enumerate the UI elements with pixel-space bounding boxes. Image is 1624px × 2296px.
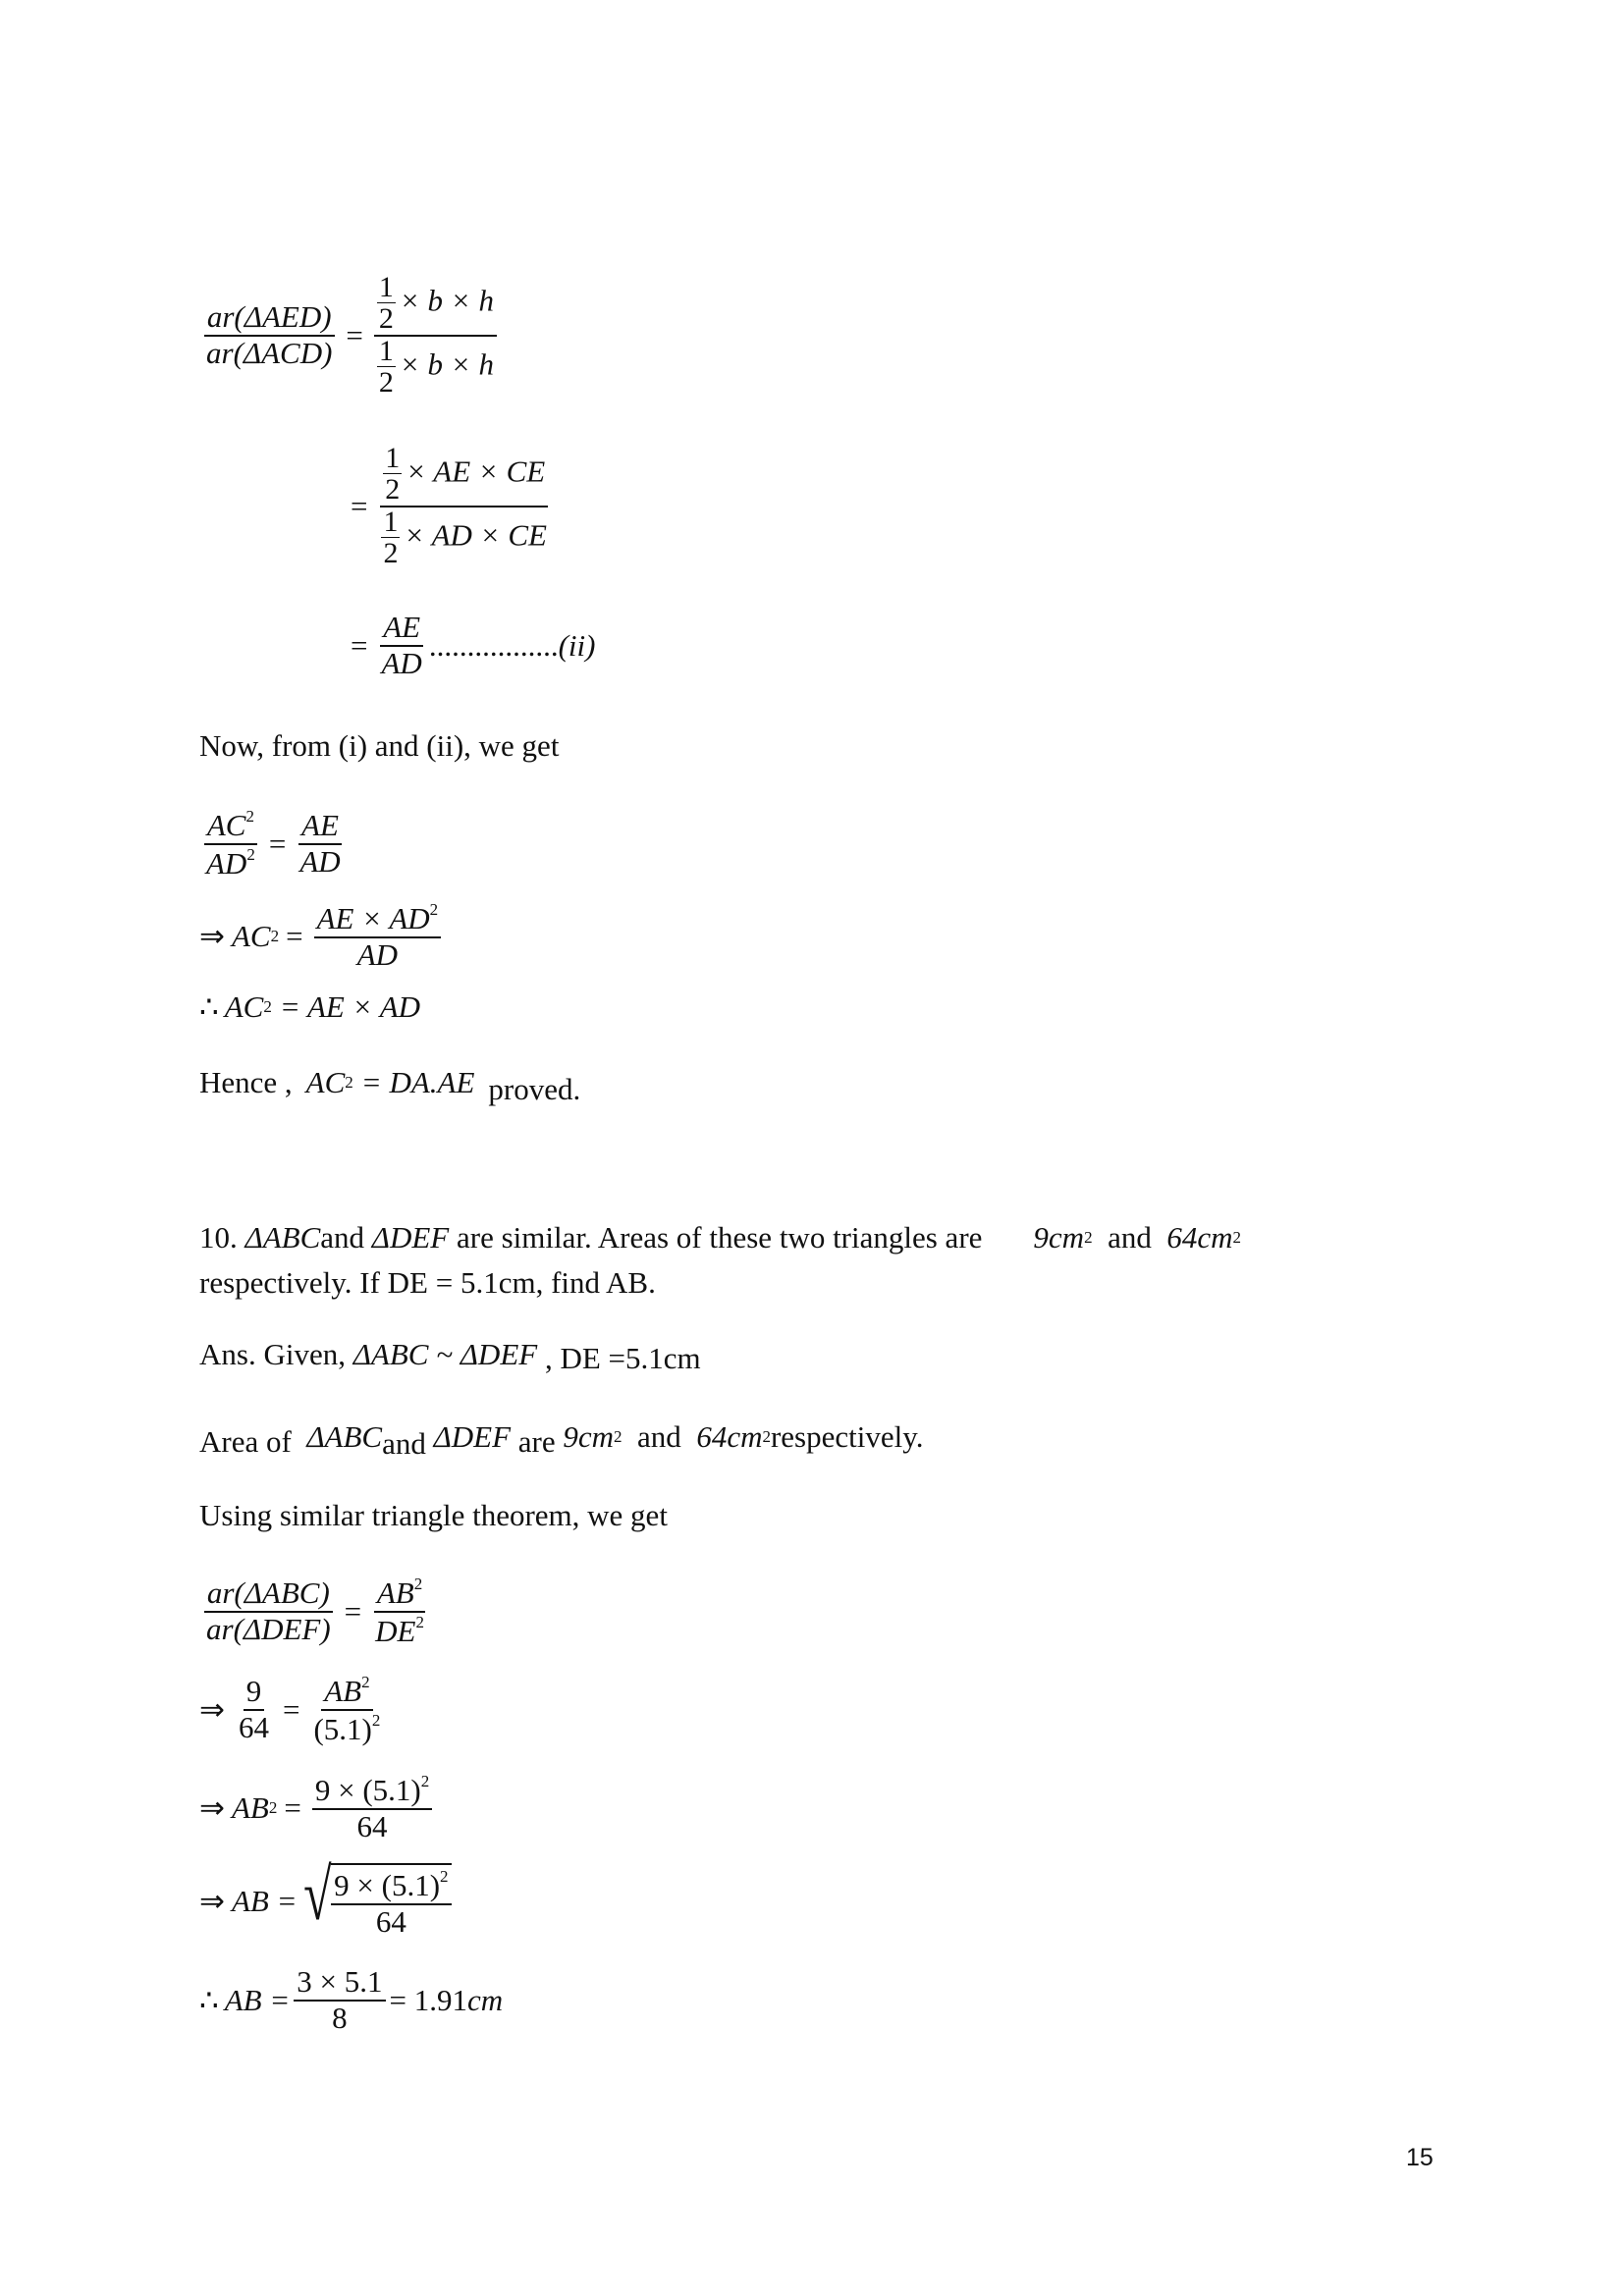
area-given: Area of ΔABC and ΔDEF are 9cm 2 and 64cm 2 respectively. xyxy=(199,1419,924,1461)
now-text: Now, from (i) and (ii), we get xyxy=(199,728,560,763)
equation-1: $\frac{AC^2}{AD^2}$ = $\frac{AE}{AD}$ xyxy=(199,807,348,881)
area-ratio-equation: $\frac{\text{ar(ΔAED)}}{\text{ar(ΔACD)}}$ = $\frac{1}{2}$ × b × h $\frac{1}{2}$ × b × h xyxy=(199,273,501,398)
square-root: √ $\frac{9 \times (5.1)^2}{64}$ xyxy=(298,1863,452,1939)
area-ratio-step3: = $\frac{AE}{AD}$ ................. (ii) xyxy=(351,610,596,680)
hence-line: Hence , AC 2 = DA.AE proved. xyxy=(199,1065,581,1106)
solution-step-1: $\frac{\text{ar(ΔABC)}}{\text{ar(ΔDEF)}}$ = $\frac{AB^2}{DE^2}$ xyxy=(199,1575,431,1648)
solution-step-4: ⇒ AB = √ $\frac{9 \times (5.1)^2}{64}$ xyxy=(199,1863,452,1939)
equation-2: ⇒ AC 2 = $\frac{AE \times AD^2}{AD}$ xyxy=(199,900,445,972)
page-number: 15 xyxy=(1406,2144,1434,2171)
rhs-fraction: $\frac{1}{2}$ × b × h $\frac{1}{2}$ × b × h xyxy=(374,273,497,398)
using-text: Using similar triangle theorem, we get xyxy=(199,1498,668,1532)
area-ratio-step2: = $\frac{1}{2}$ × AE × CE $\frac{1}{2}$ × AD × CE xyxy=(344,444,554,568)
solution-step-5: ∴ AB = $\frac{3 \times 5.1}{8}$ = 1.91 cm xyxy=(199,1964,504,2035)
lhs-fraction: $\frac{\text{ar(ΔAED)}}{\text{ar(ΔACD)}}$ xyxy=(203,300,335,370)
answer-given: Ans. Given, ΔABC ~ ΔDEF , DE =5.1cm xyxy=(199,1337,701,1375)
solution-step-3: ⇒ AB 2 = $\frac{9 \times (5.1)^2}{64}$ xyxy=(199,1772,436,1843)
equation-3: ∴ AC 2 = AE × AD xyxy=(199,989,421,1024)
solution-step-2: ⇒ $\frac{9}{64}$ = $\frac{AB^2}{(5.1)^2}$ xyxy=(199,1673,381,1746)
step2-fraction: $\frac{1}{2}$ × AE × CE $\frac{1}{2}$ × AD × CE xyxy=(378,444,549,568)
question-10: 10. ΔABC and ΔDEF are similar. Areas of these two triangles are 9cm 2 and 64cm 2 xyxy=(199,1220,1241,1255)
question-10-line2: respectively. If DE = 5.1cm, find AB. xyxy=(199,1265,656,1300)
